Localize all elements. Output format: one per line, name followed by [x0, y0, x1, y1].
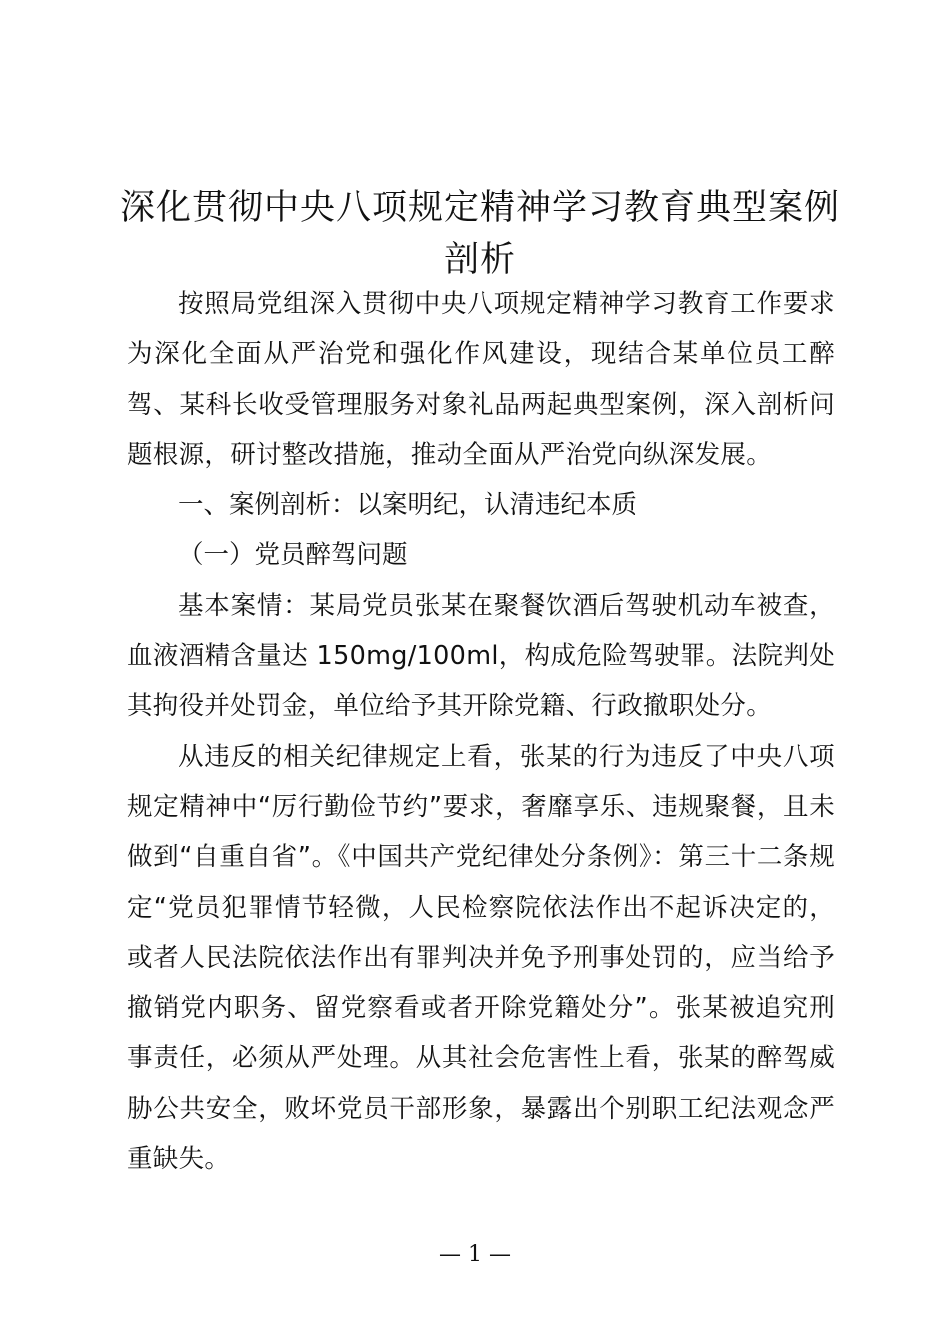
page-number: — 1 —	[439, 1242, 511, 1267]
document-body	[127, 279, 835, 1184]
case-facts-paragraph: 基本案情：某局党员张某在聚餐饮酒后驾驶机动车被查，血液酒精含量达 150mg/100ml，构成危险驾驶罪。法院判处其拘役并处罚金，单位给予其开除党籍、行政撤职处分。	[127, 590, 835, 722]
case-analysis-paragraph: 从违反的相关纪律规定上看，张某的行为违反了中央八项规定精神中“厉行勤俭节约”要求，奢靡享乐、违规聚餐，且未做到“自重自省”。《中国共产党纪律处分条例》：第三十二条规定“党员犯罪情节轻微，人民检察院依法作出不起诉决定的，或者人民法院依法作出有罪判决并免予刑事处罚的，应当给予撤销党内职务、留党察看或者开除党籍处分”。张某被追究刑事责任，必须从严处理。从其社会危害性上看，张某的醉驾威胁公共安全，败坏党员干部形象，暴露出个别职工纪法观念严重缺失。	[127, 741, 835, 1175]
document-title: 深化贯彻中央八项规定精神学习教育典型案例剖析	[120, 188, 841, 280]
subsection-heading: （一）党员醉驾问题	[178, 540, 408, 571]
section-heading: 一、案例剖析：以案明纪，认清违纪本质	[178, 490, 638, 521]
intro-paragraph: 按照局党组深入贯彻中央八项规定精神学习教育工作要求为深化全面从严治党和强化作风建设，现结合某单位员工醉驾、某科长收受管理服务对象礼品两起典型案例，深入剖析问题根源，研讨整改措施，推动全面从严治党向纵深发展。	[127, 289, 835, 470]
